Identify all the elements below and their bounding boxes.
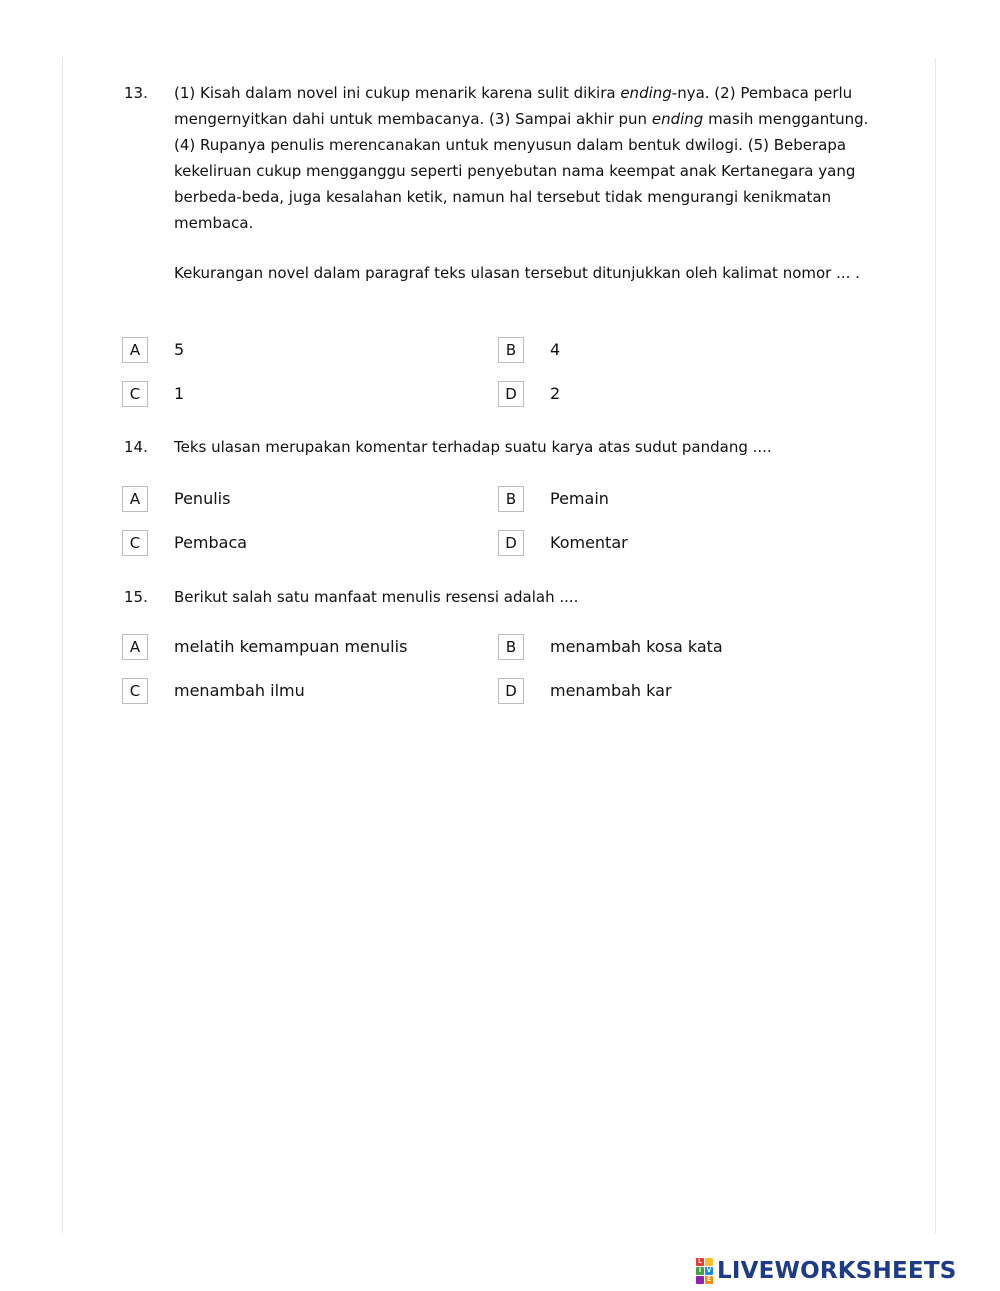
- question-prompt: Kekurangan novel dalam paragraf teks ulasan tersebut ditunjukkan oleh kalimat nomor ... .: [174, 264, 860, 282]
- logo-tile: V: [706, 1267, 712, 1274]
- option-letter-box[interactable]: B: [498, 486, 524, 512]
- option-text: menambah kar: [550, 681, 672, 700]
- liveworksheets-brand[interactable]: [696, 1256, 996, 1286]
- page-right-edge: [935, 58, 936, 1233]
- option-text: menambah ilmu: [174, 681, 305, 700]
- passage-italic-term: ending: [620, 84, 672, 102]
- option-text: Komentar: [550, 533, 628, 552]
- logo-tile: [696, 1276, 704, 1284]
- option-letter-box[interactable]: B: [498, 337, 524, 363]
- passage-segment: -nya. (2) Pembaca perlu mengernyitkan dahi untuk membacanya. (3) Sampai akhir pun: [174, 84, 853, 128]
- option-letter-box[interactable]: A: [122, 634, 148, 660]
- option-text: 5: [174, 340, 185, 359]
- option-letter-box[interactable]: C: [122, 381, 148, 407]
- brand-wordmark: LIVEWORKSHEETS: [717, 1258, 957, 1284]
- logo-tile: L: [696, 1258, 704, 1266]
- option-text: Pembaca: [174, 533, 248, 552]
- passage-segment: masih menggantung. (4) Rupanya penulis merencanakan untuk menyusun dalam bentuk dwilogi. (5) Beberapa kekeliruan cukup mengganggu seperti penyebutan nama keempat anak Kertanegara yang berbeda-beda, juga kesalahan ketik, namun hal tersebut tidak mengurangi kenikmatan membaca.: [174, 110, 869, 232]
- option-text: melatih kemampuan menulis: [174, 637, 408, 656]
- option-text: 1: [174, 384, 185, 403]
- option-text: Penulis: [174, 489, 231, 508]
- passage-segment: (1) Kisah dalam novel ini cukup menarik karena sulit dikira: [174, 84, 621, 102]
- logo-tile: E: [706, 1276, 712, 1283]
- option-letter-box[interactable]: C: [122, 678, 148, 704]
- option-letter-box[interactable]: A: [122, 337, 148, 363]
- liveworksheets-logo-icon: [696, 1258, 713, 1284]
- option-letter-box[interactable]: D: [498, 530, 524, 556]
- option-text: menambah kosa kata: [550, 637, 723, 656]
- question-prompt: Teks ulasan merupakan komentar terhadap suatu karya atas sudut pandang ....: [174, 438, 772, 456]
- question-number: 14.: [124, 438, 148, 456]
- logo-tile: I: [696, 1267, 704, 1275]
- passage-italic-term: ending: [651, 110, 704, 128]
- question-number: 15.: [124, 588, 148, 606]
- question-number: 13.: [124, 84, 148, 102]
- option-text: Pemain: [550, 489, 609, 508]
- option-letter-box[interactable]: A: [122, 486, 148, 512]
- option-text: 4: [550, 340, 561, 359]
- logo-tile: [705, 1258, 713, 1266]
- question-text: [174, 80, 874, 286]
- option-letter-box[interactable]: D: [498, 678, 524, 704]
- page-left-edge: [62, 58, 63, 1233]
- option-letter-box[interactable]: C: [122, 530, 148, 556]
- review-passage: [174, 80, 874, 236]
- option-letter-box[interactable]: B: [498, 634, 524, 660]
- question-prompt: Berikut salah satu manfaat menulis resensi adalah ....: [174, 588, 579, 606]
- option-text: 2: [550, 384, 561, 403]
- option-letter-box[interactable]: D: [498, 381, 524, 407]
